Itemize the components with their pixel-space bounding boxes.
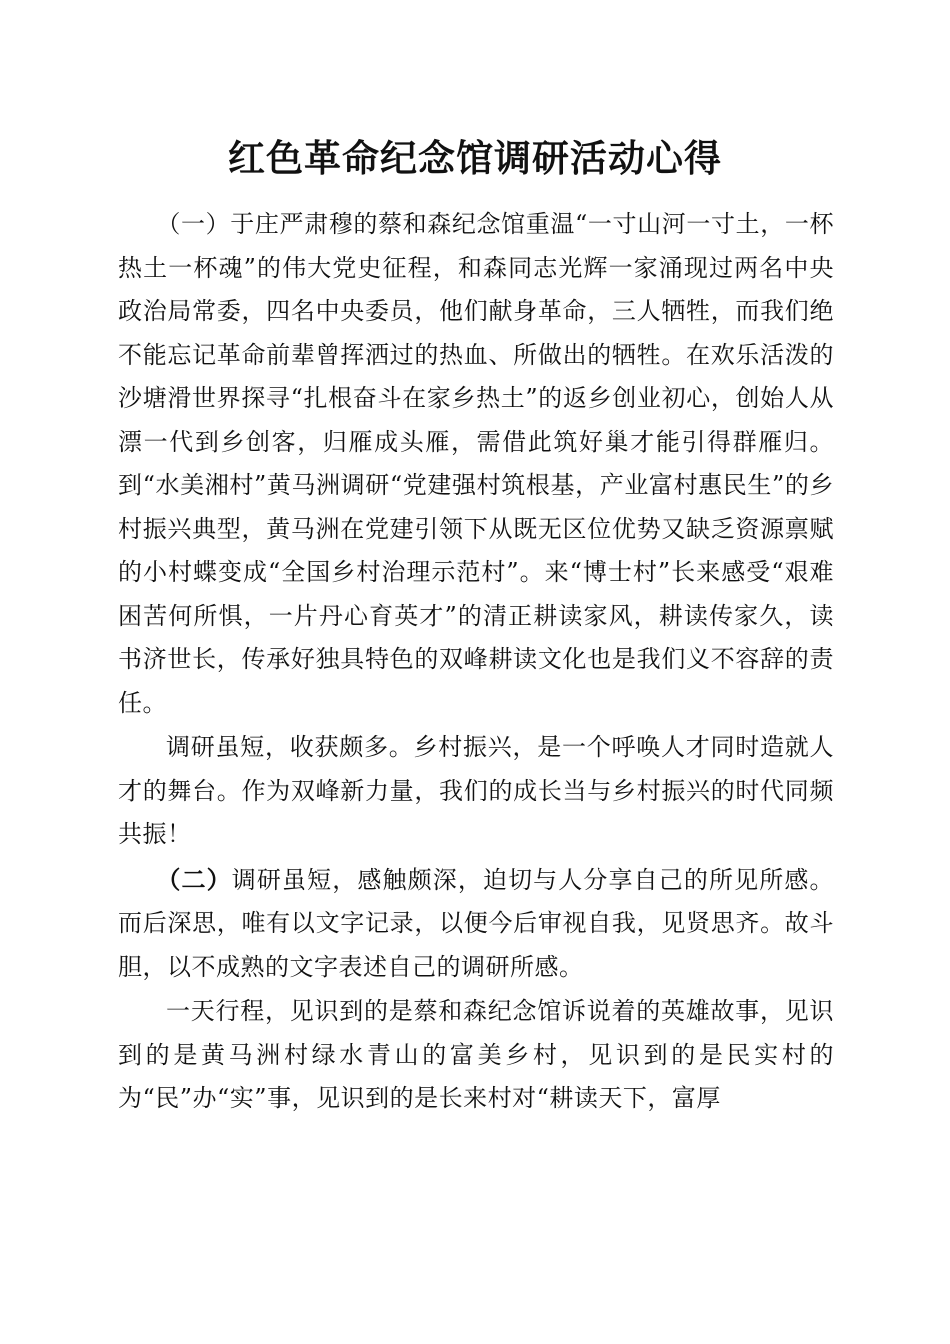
section-number: （一） (156, 210, 231, 238)
paragraph-1 (118, 203, 834, 725)
page-title: 红色革命纪念馆调研活动心得 (228, 136, 722, 180)
paragraph-text: 调研虽短，收获颇多。乡村振兴，是一个呼唤人才同时造就人才的舞台。作为双峰新力量，我们的成长当与乡村振兴的时代同频共振！ (118, 733, 834, 848)
section-number: （二） (156, 864, 232, 894)
document-body (118, 203, 834, 1121)
paragraph-text: 调研虽短，感触颇深，迫切与人分享自己的所见所感。而后深思，唯有以文字记录，以便今后审视自我，见贤思齐。故斗胆，以不成熟的文字表述自己的调研所感。 (118, 865, 834, 981)
paragraph-text: 于庄严肃穆的蔡和森纪念馆重温“一寸山河一寸土，一杯热土一杯魂”的伟大党史征程，和森同志光辉一家涌现过两名中央政治局常委，四名中央委员，他们献身革命，三人牺牲，而我们绝不能忘记革命前辈曾挥洒过的热血、所做出的牺牲。在欢乐活泼的沙塘滑世界探寻“扎根奋斗在家乡热土”的返乡创业初心，创始人从漂一代到乡创客，归雁成头雁，需借此筑好巢才能引得群雁归。到“水美湘村”黄马洲调研“党建强村筑根基，产业富村惠民生”的乡村振兴典型，黄马洲在党建引领下从既无区位优势又缺乏资源禀赋的小村蝶变成“全国乡村治理示范村”。来“博士村”长来感受“艰难困苦何所惧，一片丹心育英才”的清正耕读家风，耕读传家久，读书济世长，传承好独具特色的双峰耕读文化也是我们义不容辞的责任。 (118, 210, 834, 717)
paragraph-3 (118, 858, 834, 990)
paragraph-2 (118, 726, 834, 857)
paragraph-4 (118, 990, 834, 1121)
paragraph-text: 一天行程，见识到的是蔡和森纪念馆诉说着的英雄故事，见识到的是黄马洲村绿水青山的富美乡村，见识到的是民实村的为“民”办“实”事，见识到的是长来村对“耕读天下，富厚 (118, 997, 834, 1112)
